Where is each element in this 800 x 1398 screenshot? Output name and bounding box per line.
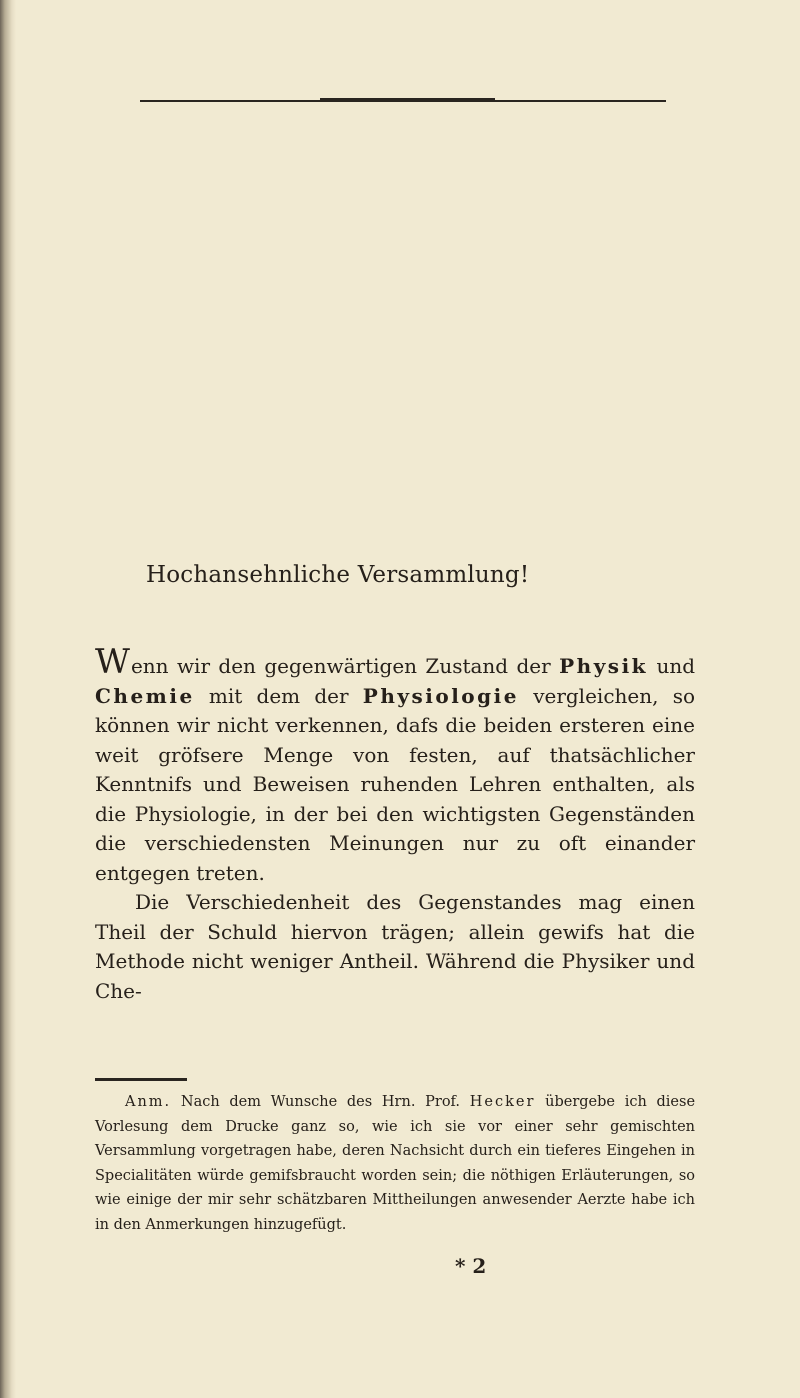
p1-text-d: vergleichen, so können wir nicht verkennen, dafs die beiden ersteren eine weit gröfsere Menge von festen, auf thatsächlicher Kenntnifs und Beweisen ruhenden Lehren enthalten, als die Physiologie, in der bei den wichtigsten Gegenständen die verschiedensten Meinungen nur zu oft einander entgegen treten. bbox=[95, 683, 696, 885]
footnote-text-a: Nach dem Wunsche des Hrn. Prof. bbox=[180, 1094, 461, 1110]
term-physik: Physik bbox=[559, 654, 649, 678]
footnote-text-b: übergebe ich diese Vorlesung dem Drucke ganz so, wie ich sie vor einer sehr gemischten Versammlung vorgetragen habe, deren Nachsicht durch ein tieferes Eingehen in Specialitäten würde gemifsbraucht worden sein; die nöthigen Erläuterungen, so wie einige der mir sehr schätzbaren Mittheilungen anwesender Aerzte habe ich in den Anmerkungen hinzugefügt. bbox=[95, 1094, 696, 1233]
page-heading: Hochansehnliche Versammlung! bbox=[146, 562, 530, 588]
paragraph-2: Die Verschiedenheit des Gegenstandes mag einen Theil der Schuld hiervon trägen; allein gewifs hat die Methode nicht weniger Antheil. Während die Physiker und Che- bbox=[95, 890, 695, 1003]
footnote-name: Hecker bbox=[469, 1094, 536, 1110]
drop-cap: W bbox=[95, 642, 130, 682]
footnote-text bbox=[95, 1090, 695, 1237]
paragraph-1 bbox=[95, 642, 696, 888]
page-spine-shadow bbox=[0, 0, 16, 1398]
signature-mark: * 2 bbox=[455, 1254, 487, 1278]
p1-text-b: und bbox=[656, 654, 696, 678]
main-text bbox=[95, 642, 696, 1006]
term-chemie: Chemie bbox=[95, 683, 195, 708]
top-rule-heavy bbox=[320, 98, 495, 102]
footnote-rule bbox=[95, 1078, 187, 1081]
footnote-label: Anm. bbox=[125, 1094, 172, 1110]
term-physiologie: Physiologie bbox=[362, 683, 519, 708]
p1-text-c: mit dem der bbox=[208, 683, 349, 708]
footnote bbox=[95, 1090, 695, 1237]
p1-text-a: enn wir den gegenwärtigen Zustand der bbox=[130, 654, 551, 678]
